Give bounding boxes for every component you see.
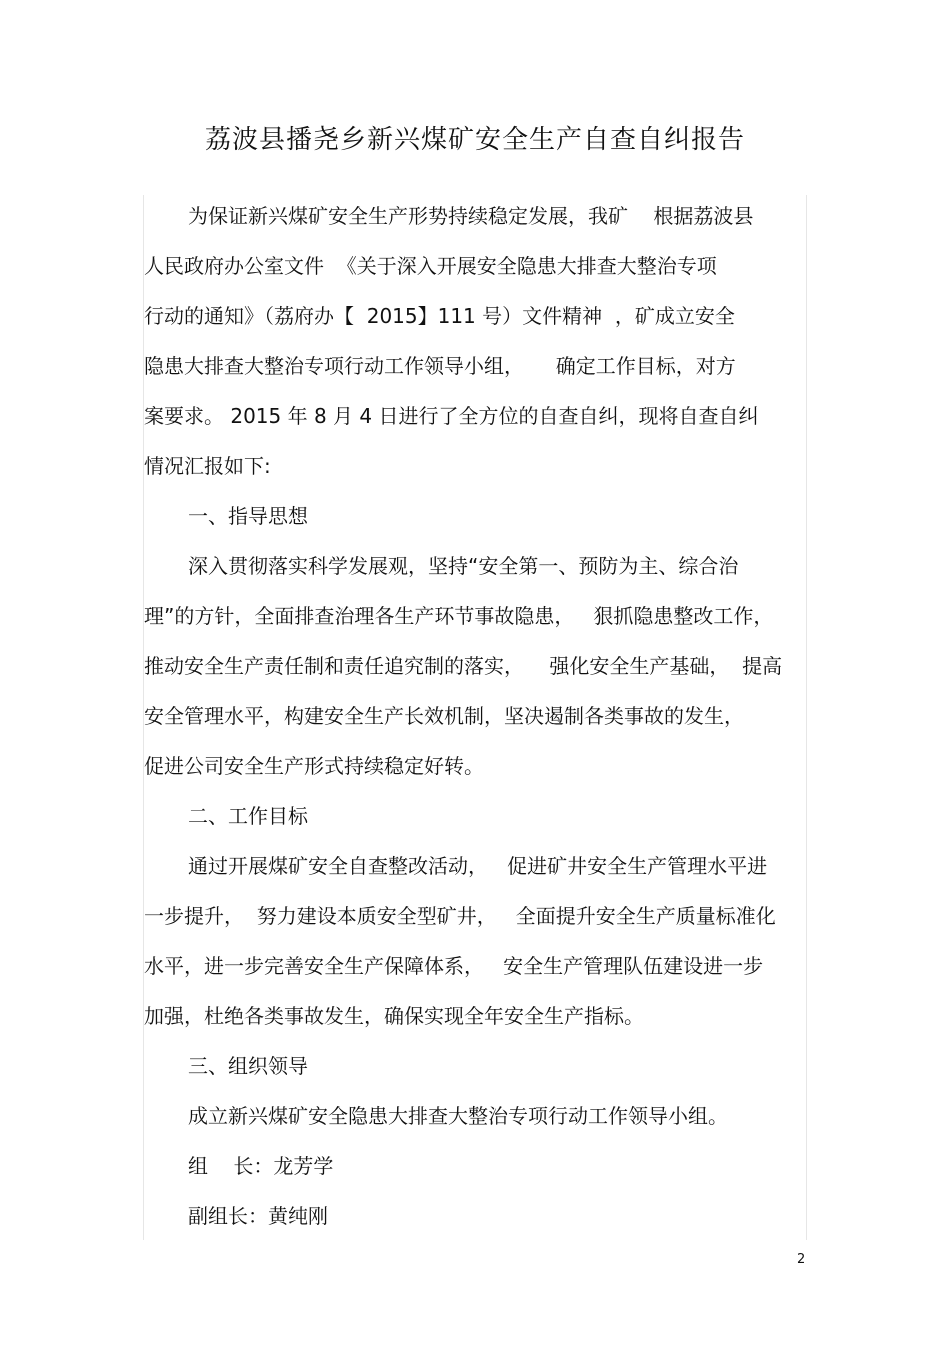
paragraph-guiding-line-3: 推动安全生产责任制和责任追究制的落实， 强化安全生产基础， 提高 bbox=[144, 654, 783, 678]
paragraph-guiding-line-1: 深入贯彻落实科学发展观，坚持“安全第一、预防为主、综合治 bbox=[188, 554, 739, 578]
right-margin-rule bbox=[806, 195, 807, 1240]
paragraph-guiding-line-2: 理”的方针，全面排查治理各生产环节事故隐患， 狠抓隐患整改工作， bbox=[144, 604, 774, 628]
paragraph-goals-line-3: 水平，进一步完善安全生产保障体系， 安全生产管理队伍建设进一步 bbox=[144, 954, 764, 978]
paragraph-guiding-line-5: 促进公司安全生产形式持续稳定好转。 bbox=[144, 754, 484, 778]
section-heading-organization: 三、组织领导 bbox=[188, 1054, 308, 1078]
paragraph-intro-line-2: 人民政府办公室文件 《关于深入开展安全隐患大排查大整治专项 bbox=[144, 254, 717, 278]
team-leader-line: 组 长：龙芳学 bbox=[188, 1154, 334, 1178]
paragraph-intro-line-3: 行动的通知》（荔府办【 2015】111 号）文件精神 ，矿成立安全 bbox=[144, 304, 735, 328]
document-title: 荔波县播尧乡新兴煤矿安全生产自查自纠报告 bbox=[204, 125, 745, 155]
deputy-leader-line: 副组长：黄纯刚 bbox=[188, 1204, 328, 1228]
paragraph-goals-line-2: 一步提升， 努力建设本质安全型矿井， 全面提升安全生产质量标准化 bbox=[144, 904, 776, 928]
paragraph-goals-line-1: 通过开展煤矿安全自查整改活动， 促进矿井安全生产管理水平进 bbox=[188, 854, 768, 878]
paragraph-intro-line-5: 案要求。 2015 年 8 月 4 日进行了全方位的自查自纠，现将自查自纠 bbox=[144, 404, 759, 428]
section-heading-guiding-thought: 一、指导思想 bbox=[188, 504, 308, 528]
paragraph-intro-line-1: 为保证新兴煤矿安全生产形势持续稳定发展，我矿 根据荔波县 bbox=[188, 204, 754, 228]
paragraph-guiding-line-4: 安全管理水平，构建安全生产长效机制，坚决遏制各类事故的发生， bbox=[144, 704, 744, 728]
paragraph-intro-line-6: 情况汇报如下: bbox=[144, 454, 271, 478]
paragraph-intro-line-4: 隐患大排查大整治专项行动工作领导小组， 确定工作目标，对方 bbox=[144, 354, 736, 378]
paragraph-organization-line-1: 成立新兴煤矿安全隐患大排查大整治专项行动工作领导小组。 bbox=[188, 1104, 728, 1128]
page-number: 2 bbox=[797, 1252, 806, 1267]
section-heading-work-goals: 二、工作目标 bbox=[188, 804, 308, 828]
paragraph-goals-line-4: 加强，杜绝各类事故发生，确保实现全年安全生产指标。 bbox=[144, 1004, 644, 1028]
